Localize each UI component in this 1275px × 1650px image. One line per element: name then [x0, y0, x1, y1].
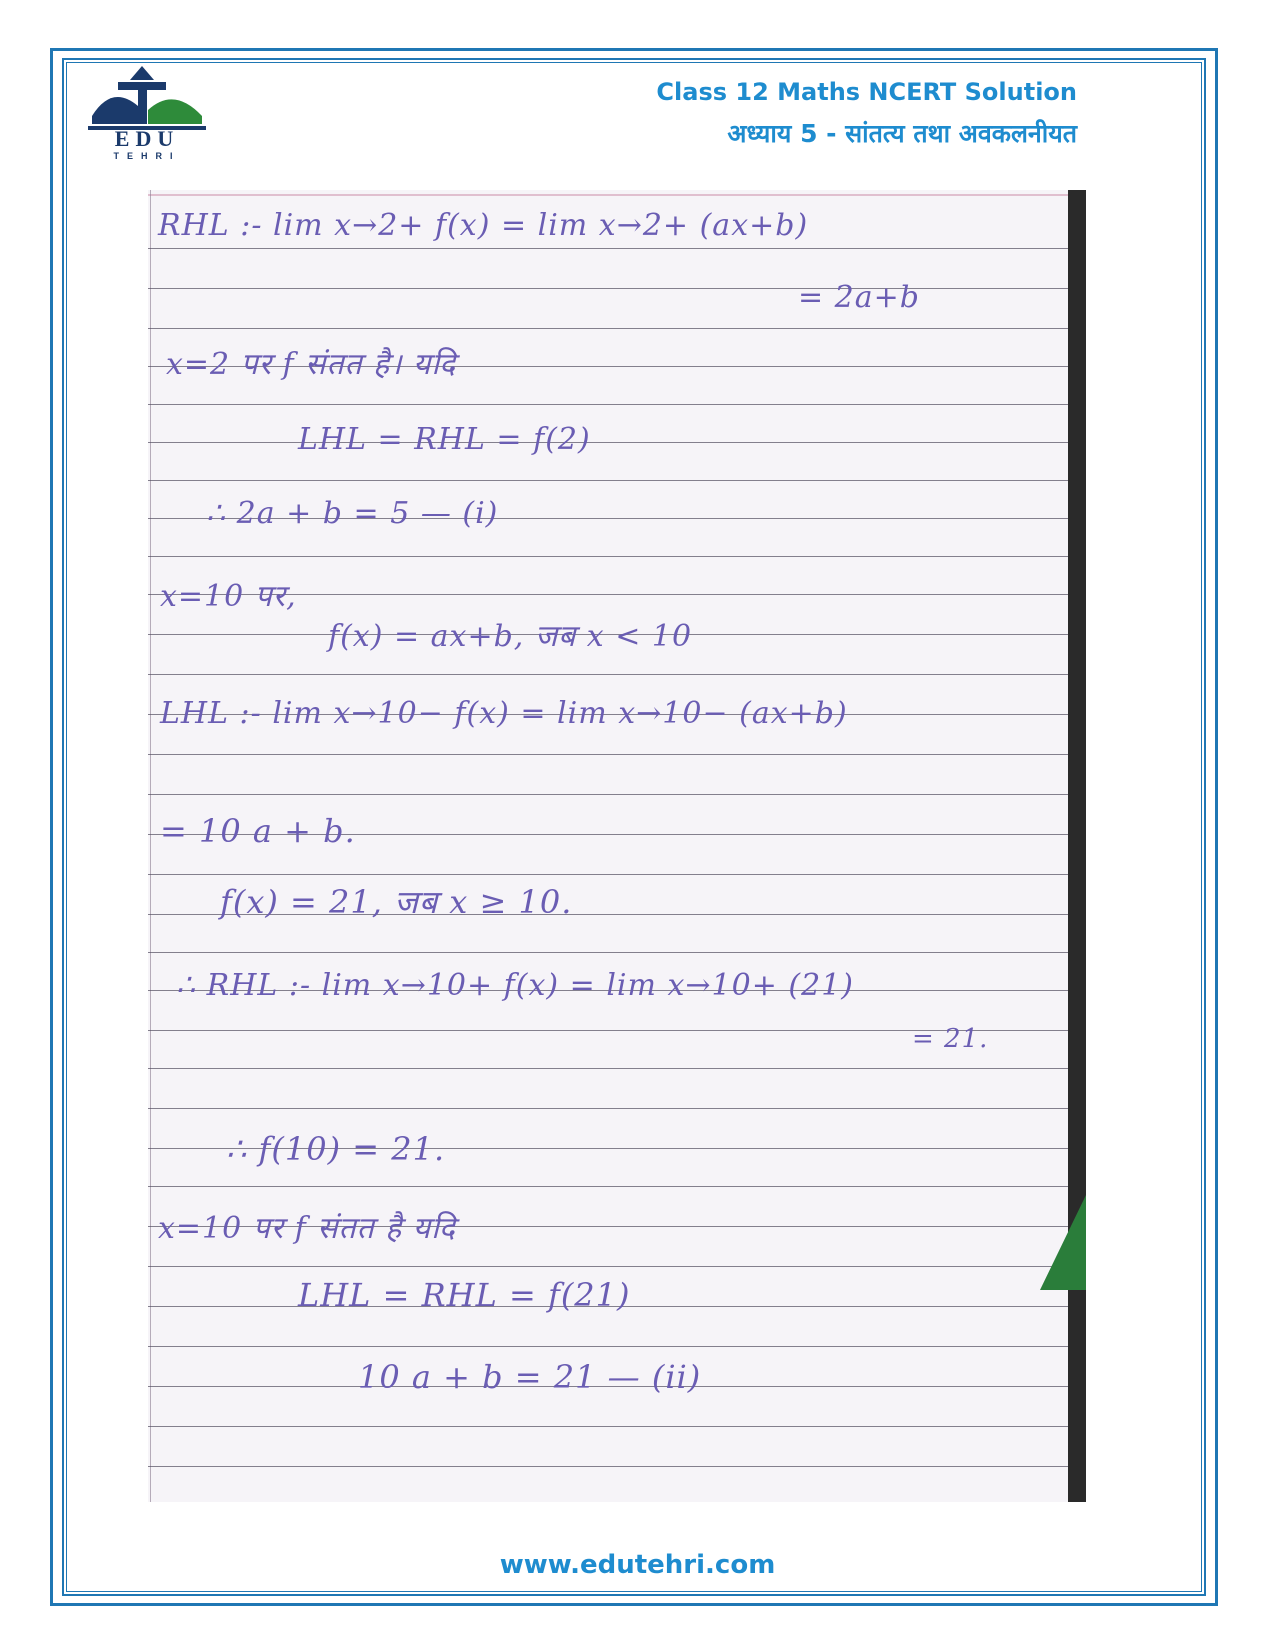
- ruled-line: [148, 674, 1086, 675]
- ruled-line: [148, 404, 1086, 405]
- photo-dark-edge: [1068, 190, 1086, 1502]
- edu-tehri-logo: [82, 66, 212, 161]
- footer-website-link[interactable]: www.edutehri.com: [499, 1550, 776, 1580]
- header-subtitle: अध्याय 5 - सांतत्य तथा अवकलनीयत: [727, 119, 1077, 148]
- ruled-line: [148, 480, 1086, 481]
- ruled-line: [148, 1186, 1086, 1187]
- header-title: Class 12 Maths NCERT Solution: [656, 78, 1077, 106]
- handwritten-line: = 10 a + b.: [160, 812, 356, 850]
- ruled-line: [148, 1466, 1086, 1467]
- photo-background-object: [1040, 1195, 1086, 1290]
- ruled-line: [148, 1266, 1086, 1267]
- svg-text:TEHRI: TEHRI: [113, 151, 181, 161]
- handwritten-line: f(x) = ax+b, जब x < 10: [328, 619, 693, 654]
- notebook-photo: [148, 190, 1086, 1502]
- handwritten-line: x=10 पर,: [160, 579, 297, 614]
- ruled-line: [148, 952, 1086, 953]
- ruled-line: [148, 248, 1086, 249]
- handwritten-line: 10 a + b = 21 — (ii): [358, 1358, 702, 1396]
- handwritten-line: x=2 पर f संतत है। यदि: [166, 347, 457, 382]
- handwritten-line: = 21.: [912, 1024, 989, 1054]
- notebook-top-rule: [148, 194, 1086, 196]
- handwritten-line: LHL :- lim x→10− f(x) = lim x→10− (ax+b): [160, 696, 848, 731]
- handwritten-line: RHL :- lim x→2+ f(x) = lim x→2+ (ax+b): [158, 208, 809, 243]
- ruled-line: [148, 874, 1086, 875]
- ruled-line: [148, 328, 1086, 329]
- handwritten-line: ∴ 2a + b = 5 — (i): [206, 496, 499, 531]
- handwritten-line: f(x) = 21, जब x ≥ 10.: [220, 883, 573, 921]
- ruled-line: [148, 1426, 1086, 1427]
- ruled-line: [148, 1068, 1086, 1069]
- ruled-line: [148, 442, 1086, 443]
- ruled-line: [148, 1346, 1086, 1347]
- handwritten-line: LHL = RHL = f(21): [298, 1276, 631, 1314]
- svg-text:EDU: EDU: [114, 126, 180, 151]
- handwritten-line: LHL = RHL = f(2): [298, 422, 591, 457]
- handwritten-line: ∴ RHL :- lim x→10+ f(x) = lim x→10+ (21): [176, 968, 854, 1003]
- ruled-line: [148, 1108, 1086, 1109]
- ruled-line: [148, 288, 1086, 289]
- handwritten-line: x=10 पर f संतत है यदि: [158, 1211, 456, 1246]
- ruled-line: [148, 794, 1086, 795]
- ruled-line: [148, 754, 1086, 755]
- ruled-line: [148, 556, 1086, 557]
- handwritten-line: ∴ f(10) = 21.: [226, 1130, 446, 1168]
- handwritten-line: = 2a+b: [798, 280, 920, 315]
